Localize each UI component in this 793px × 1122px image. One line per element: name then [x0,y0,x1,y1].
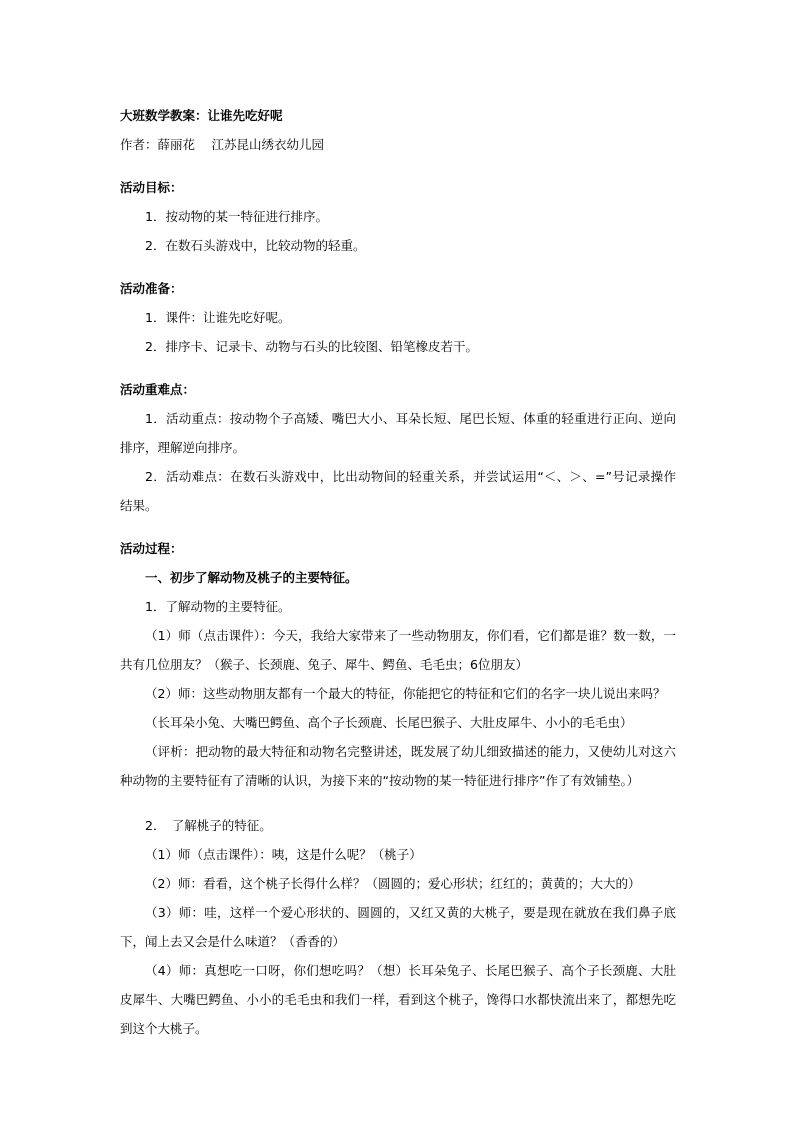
prep-item-1: 1．课件：让谁先吃好呢。 [145,310,291,325]
prep-item-2: 2．排序卡、记录卡、动物与石头的比较图、铅笔橡皮若干。 [145,339,478,354]
keypoints-heading: 活动重难点： [120,382,196,397]
sub1-paragraph-1: （1）师（点击课件）：今天，我给大家带来了一些动物朋友，你们看，它们都是谁？数一数，一共有几位朋友？（猴子、长颈鹿、兔子、犀牛、鳄鱼、毛毛虫；6位朋友） [120,628,676,672]
sub2-title: 2． 了解桃子的特征。 [145,818,272,833]
sub1-paragraph-4: （评析：把动物的最大特征和动物名完整讲述，既发展了幼儿细致描述的能力，又使幼儿对这六种动物的主要特征有了清晰的认识，为接下来的“按动物的某一特征进行排序”作了有效铺垫。） [120,744,676,788]
sub2-paragraph-3: （3）师：哇，这样一个爱心形状的、圆圆的，又红又黄的大桃子，要是现在就放在我们鼻子底下，闻上去又会是什么味道？（香香的） [120,905,676,949]
keypoint-item-2: 2．活动难点：在数石头游戏中，比出动物间的轻重关系，并尝试运用“＜、＞、=”号记录操作结果。 [120,469,676,513]
process-heading: 活动过程： [120,541,183,556]
sub1-title: 1．了解动物的主要特征。 [145,599,291,614]
goal-item-2: 2．在数石头游戏中，比较动物的轻重。 [145,238,366,253]
document-title: 大班数学教案：让谁先吃好呢 [120,108,283,123]
sub1-paragraph-3: （长耳朵小兔、大嘴巴鳄鱼、高个子长颈鹿、长尾巴猴子、大肚皮犀牛、小小的毛毛虫） [145,715,633,730]
goals-heading: 活动目标： [120,180,183,195]
sub2-paragraph-1: （1）师（点击课件）：咦，这是什么呢？（桃子） [145,847,422,862]
author-line: 作者：薛丽花 江苏昆山绣衣幼儿园 [120,137,324,152]
document-body [120,101,676,1043]
sub2-paragraph-4: （4）师：真想吃一口呀，你们想吃吗？（想）长耳朵兔子、长尾巴猴子、高个子长颈鹿、大肚皮犀牛、大嘴巴鳄鱼、小小的毛毛虫和我们一样，看到这个桃子，馋得口水都快流出来了，都想先吃到这个大桃子。 [120,963,676,1036]
sub2-paragraph-2: （2）师：看看，这个桃子长得什么样？（圆圆的；爱心形状；红红的；黄黄的；大大的） [145,876,641,891]
goal-item-1: 1．按动物的某一特征进行排序。 [145,209,328,224]
prep-heading: 活动准备： [120,281,183,296]
section1-title: 一、初步了解动物及桃子的主要特征。 [145,570,358,585]
keypoint-item-1: 1．活动重点：按动物个子高矮、嘴巴大小、耳朵长短、尾巴长短、体重的轻重进行正向、逆向排序，理解逆向排序。 [120,411,676,455]
sub1-paragraph-2: （2）师：这些动物朋友都有一个最大的特征，你能把它的特征和它们的名字一块儿说出来吗？ [145,686,666,701]
